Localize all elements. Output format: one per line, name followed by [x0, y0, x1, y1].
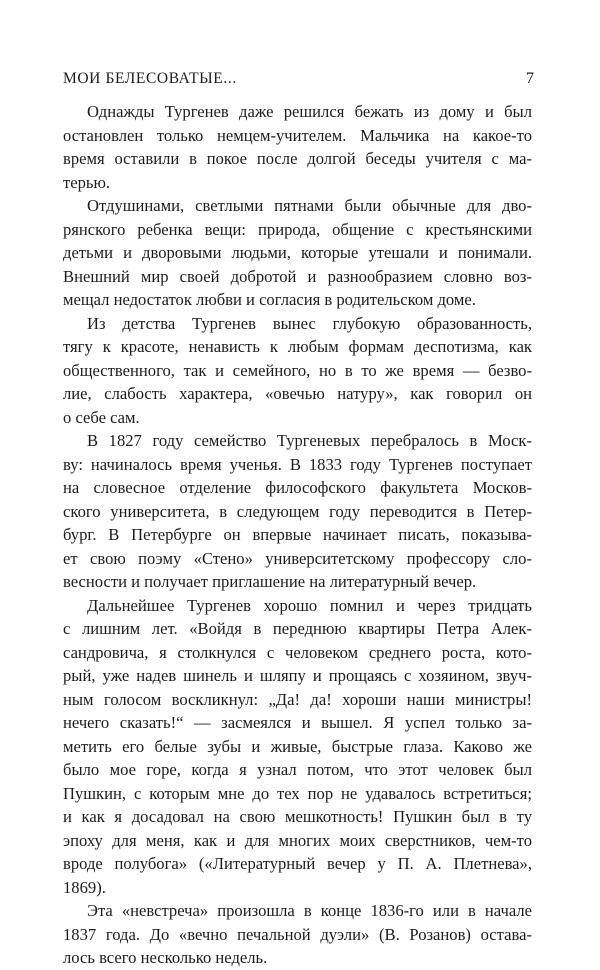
text-line: Эта «невстреча» произошла в конце 1836-го или в начале: [87, 901, 532, 920]
text-line: тягу к красоте, ненависть к любым формам деспотизма, как: [63, 337, 532, 356]
body-text: [63, 100, 532, 970]
text-line: терью.: [63, 172, 111, 192]
paragraph: [63, 594, 532, 900]
text-line: было мое горе, когда я узнал потом, что этот человек был: [63, 760, 532, 779]
paragraph: [63, 100, 532, 194]
text-line: ет свою поэму «Стено» университетскому профессору сло-: [63, 548, 532, 568]
text-line: бург. В Петербурге он впервые начинает писать, показыва-: [63, 525, 532, 544]
text-line: метить его белые зубы и живые, быстрые глаза. Каково же: [63, 736, 532, 756]
text-line: В 1827 году семейство Тургеневых перебралось в Моск-: [87, 431, 532, 450]
text-line: лось всего несколько недель.: [63, 948, 268, 967]
text-line: сандровича, я столкнулся с человеком среднего роста, кото-: [63, 642, 532, 662]
paragraph: [63, 899, 532, 970]
text-line: ву: начиналось время ученья. В 1833 году Тургенев поступает: [63, 454, 532, 474]
text-line: остановлен только немцем-учителем. Мальчика на какое-то: [63, 125, 532, 145]
text-line: Однажды Тургенев даже решился бежать из дому и был: [87, 102, 532, 121]
paragraph: [63, 429, 532, 594]
text-line: рянского ребенка вещи: природа, общение с крестьянскими: [63, 219, 532, 239]
text-line: ным голосом воскликнул: „Да! да! хороши наши министры!: [63, 689, 532, 709]
text-line: эпоху для меня, как и для многих моих сверстников, чем-то: [63, 830, 532, 850]
text-line: детьми и дворовыми людьми, которые утешали и понимали.: [63, 243, 532, 262]
text-line: Пушкин, с которым мне до тех пор не удавалось встретиться;: [63, 783, 532, 803]
text-line: и как я досадовал на свою мешкотность! Пушкин был в ту: [63, 807, 532, 826]
paragraph: [63, 194, 532, 312]
text-line: ского университета, в следующем году переводится в Петер-: [63, 501, 532, 521]
text-line: мещал недостаток любви и согласия в родительском доме.: [63, 290, 476, 309]
text-line: нечего сказать!“ — засмеялся и вышел. Я успел только за-: [63, 713, 532, 732]
text-line: на словесное отделение философского факультета Москов-: [63, 478, 532, 497]
text-line: лие, слабость характера, «овечью натуру», как говорил он: [63, 384, 532, 403]
text-line: общественного, так и семейного, но в то же время — безво-: [63, 360, 532, 380]
running-head: [63, 70, 534, 88]
paragraph: [63, 312, 532, 430]
page-number: 7: [526, 70, 534, 87]
running-title: МОИ БЕЛЕСОВАТЫЕ...: [63, 70, 237, 87]
text-line: с лишним лет. «Войдя в переднюю квартиры Петра Алек-: [63, 619, 532, 638]
text-line: 1837 года. До «вечно печальной дуэли» (В. Розанов) остава-: [63, 924, 532, 944]
text-line: Отдушинами, светлыми пятнами были обычные для дво-: [87, 196, 532, 215]
text-line: вроде полубога» («Литературный вечер у П. А. Плетнева»,: [63, 854, 532, 873]
text-line: время оставили в покое после долгой беседы учителя с ма-: [63, 149, 532, 168]
text-line: Дальнейшее Тургенев хорошо помнил и через тридцать: [87, 595, 532, 615]
text-line: весности и получает приглашение на литературный вечер.: [63, 572, 477, 591]
text-line: рый, уже надев шинель и шляпу и прощаясь с хозяином, звуч-: [63, 666, 532, 685]
text-line: 1869).: [63, 877, 106, 897]
text-line: Внешний мир своей добротой и разнообразием словно воз-: [63, 266, 532, 286]
text-line: Из детства Тургенев вынес глубокую образованность,: [87, 313, 532, 333]
text-line: о себе сам.: [63, 407, 140, 427]
